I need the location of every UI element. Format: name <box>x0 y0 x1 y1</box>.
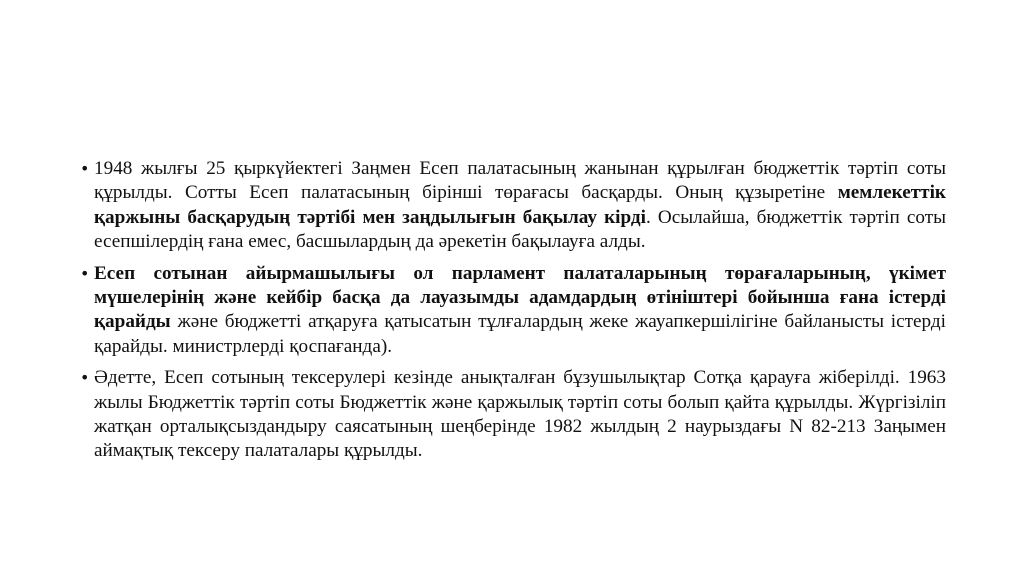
paragraph-2-text-end: және бюджетті атқаруға қатысатын тұлғалардың жеке жауапкершілігіне байланысты істерді қарайды. министрлерді қоспағанда). <box>94 311 946 357</box>
paragraph-2-bold: Есеп сотынан айырмашылығы ол парламент палаталарының төрағаларының, үкімет мүшелерінің және кейбір басқа да лауазымды адамдардың өтініштері бойынша ғана істерді қарайды <box>94 262 946 333</box>
bullet-item-2 <box>80 262 946 360</box>
slide-content <box>80 157 946 471</box>
bullet-dot-icon: • <box>80 368 90 388</box>
paragraph-1-text-end: . Осылайша, бюджеттік тәртіп соты есепшілердің ғана емес, басшылардың да әрекетін бақылауға алды. <box>94 206 946 253</box>
bullet-list <box>80 157 946 464</box>
paragraph-1-bold: мемлекеттік қаржыны басқарудың тәртібі мен заңдылығын бақылау кірді <box>94 182 946 228</box>
bullet-item-1 <box>80 157 946 255</box>
bullet-dot-icon: • <box>80 159 90 178</box>
bullet-item-3 <box>80 366 946 464</box>
paragraph-1-text: 1948 жылғы 25 қыркүйектегі Заңмен Есеп палатасының жанынан құрылған бюджеттік тәртіп соты құрылды. Сотты Есеп палатасының бірінші төрағасы басқарды. Оның құзыретіне <box>94 158 946 204</box>
paragraph-3-text: Әдетте, Есеп сотының тексерулері кезінде анықталған бұзушылықтар Сотқа қарауға жіберілді. 1963 жылы Бюджеттік тәртіп соты Бюджеттік және қаржылық тәртіп соты болып қайта құрылды. Жүргізіліп жатқан орталықсыздандыру саясатының шеңберінде 1982 жылдың 2 наурыздағы N 82-213 Заңымен аймақтық тексеру палаталары құрылды. <box>94 367 946 462</box>
bullet-dot-icon: • <box>80 263 90 283</box>
